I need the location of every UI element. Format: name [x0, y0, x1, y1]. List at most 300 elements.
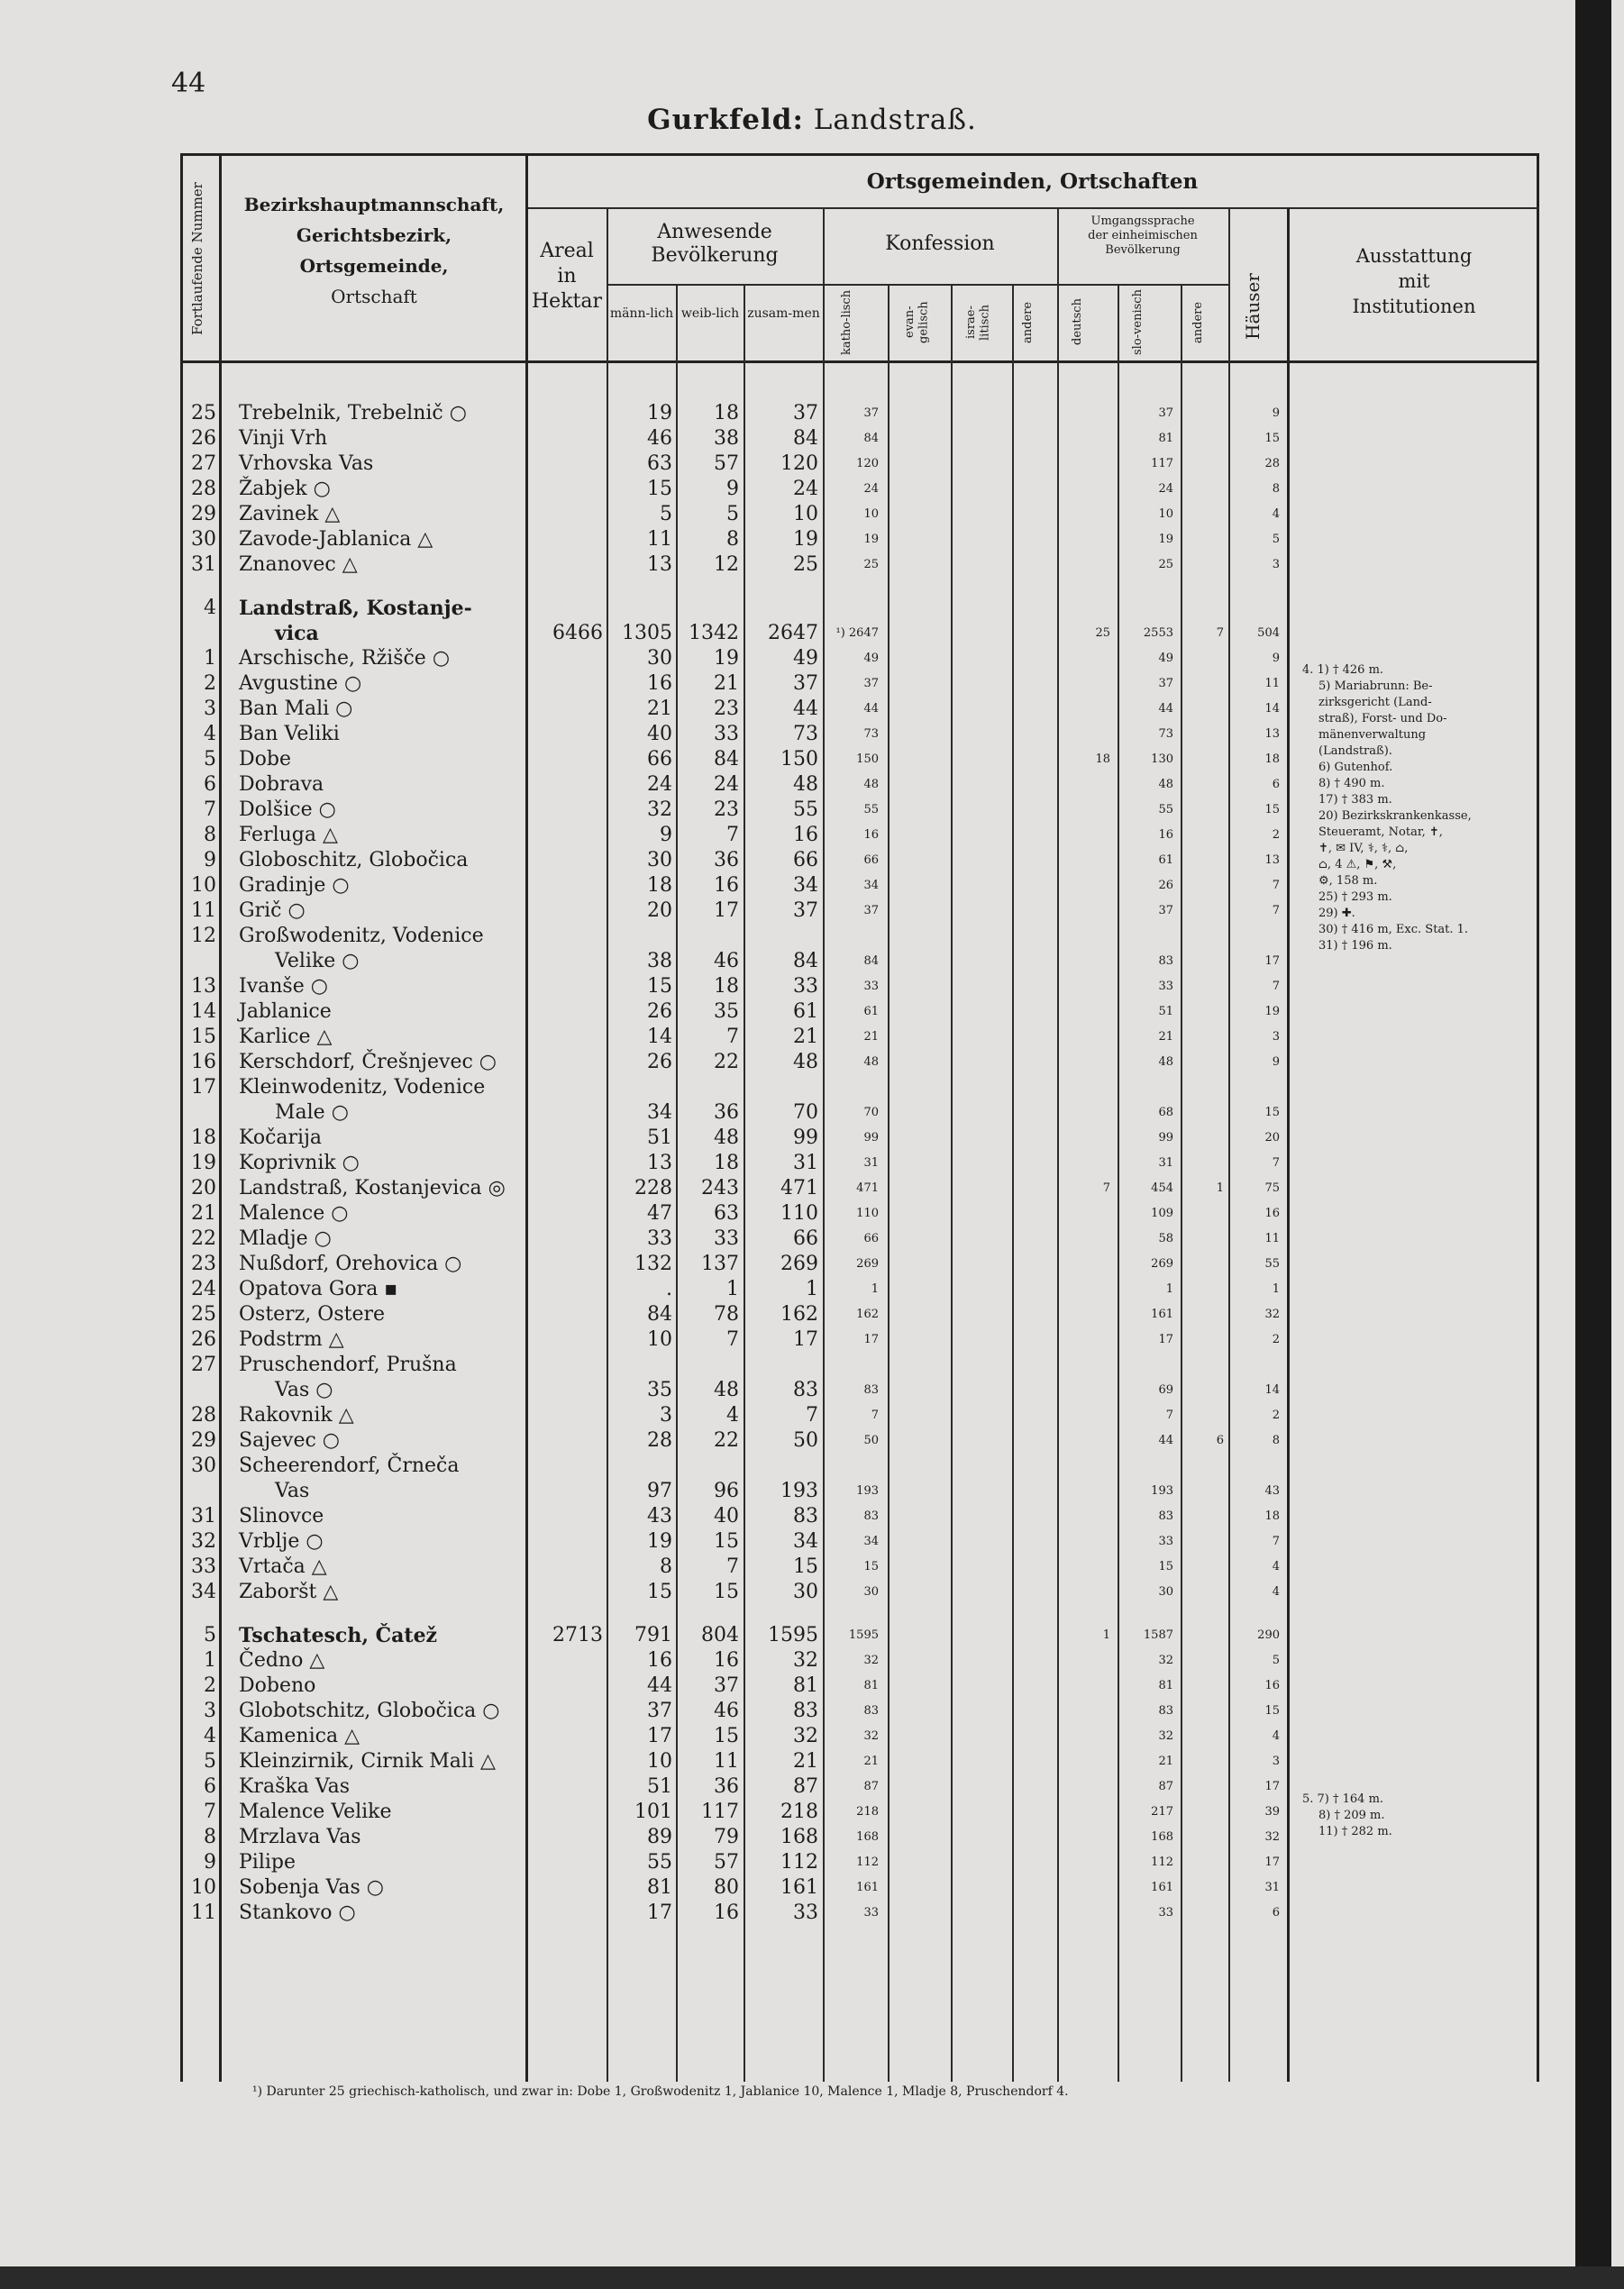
cell-m: 55 [647, 1851, 672, 1874]
table-row [0, 1327, 1624, 1353]
cell-h: 17 [1264, 1780, 1280, 1793]
cell-sl: 33 [1158, 980, 1173, 993]
cell-h: 9 [1272, 1055, 1280, 1069]
cell-nr: 32 [191, 1530, 216, 1553]
cell-nr: 28 [191, 1404, 216, 1427]
cell-w: 18 [714, 1152, 739, 1174]
cell-k: 162 [856, 1308, 879, 1321]
cell-z: 55 [793, 798, 818, 821]
place-name: Dobrava [239, 773, 324, 796]
table-row [0, 1403, 1624, 1428]
cell-k: 19 [863, 533, 879, 546]
table-row [0, 1724, 1624, 1749]
cell-w: 7 [726, 1328, 739, 1351]
cell-h: 3 [1272, 558, 1280, 571]
cell-sl: 83 [1158, 1704, 1173, 1718]
header-konf: Konfession [885, 233, 995, 255]
cell-z: 66 [793, 1227, 818, 1250]
cell-w: 63 [714, 1202, 739, 1225]
note-line: 30) † 416 m, Exc. Stat. 1. [1318, 923, 1469, 936]
cell-sl: 81 [1158, 432, 1173, 445]
cell-sl: 15 [1158, 1560, 1173, 1573]
cell-nr: 13 [191, 975, 216, 998]
place-name: Zaboršt △ [239, 1581, 339, 1603]
cell-z: 66 [793, 849, 818, 871]
note-line: 8) † 209 m. [1318, 1809, 1385, 1822]
cell-nr: 8 [204, 1826, 216, 1848]
cell-z: 269 [780, 1253, 818, 1275]
note-line: 17) † 383 m. [1318, 793, 1392, 807]
table-row [0, 1050, 1624, 1075]
cell-h: 9 [1272, 652, 1280, 665]
cell-k: 7 [871, 1409, 879, 1422]
place-name: Rakovnik △ [239, 1404, 354, 1427]
cell-k: 61 [863, 1005, 879, 1018]
cell-h: 32 [1264, 1830, 1280, 1844]
cell-m: 81 [647, 1876, 672, 1899]
cell-k: 24 [863, 482, 879, 496]
cell-k: 55 [863, 803, 879, 816]
cell-w: 48 [714, 1126, 739, 1149]
cell-w: 11 [714, 1750, 739, 1773]
cell-nr: 29 [191, 503, 216, 525]
cell-z: 81 [793, 1674, 818, 1697]
table-row [0, 1648, 1624, 1673]
cell-m: 30 [647, 849, 672, 871]
table-row [0, 621, 1624, 646]
cell-nr: 34 [191, 1581, 216, 1603]
cell-z: 83 [793, 1379, 818, 1401]
table-row [0, 1227, 1624, 1252]
note-line: 29) ✚. [1318, 907, 1355, 920]
place-name: Globotschitz, Globočica ○ [239, 1700, 500, 1722]
header-rule-bottom [180, 360, 1539, 363]
table-row [0, 1353, 1624, 1378]
cell-k: ¹) 2647 [835, 626, 879, 640]
footnote: ¹) Darunter 25 griechisch-katholisch, und zwar in: Dobe 1, Großwodenitz 1, Jablanice 10, Malence 1, Mladje 8, Pruschendorf 4. [252, 2084, 1069, 2099]
cell-z: 150 [780, 748, 818, 771]
cell-m: 16 [647, 672, 672, 695]
header-name-2: Gerichtsbezirk, [296, 224, 452, 246]
place-name: Landstraß, Kostanjevica ◎ [239, 1177, 506, 1199]
table-row [0, 401, 1624, 426]
place-name: Sajevec ○ [239, 1429, 340, 1452]
header-ausst [1289, 243, 1539, 319]
cell-h: 75 [1264, 1181, 1280, 1195]
cell-k: 110 [856, 1207, 879, 1220]
cell-h: 11 [1264, 677, 1280, 690]
cell-z: 471 [780, 1177, 818, 1199]
cell-w: 15 [714, 1581, 739, 1603]
cell-w: 33 [714, 1227, 739, 1250]
table-row [0, 1201, 1624, 1227]
cell-sl: 31 [1158, 1156, 1173, 1170]
table-row [0, 1428, 1624, 1454]
place-name: Sobenja Vas ○ [239, 1876, 384, 1899]
place-name: vica [275, 622, 319, 645]
cell-d: 18 [1095, 752, 1110, 766]
cell-k: 66 [863, 1232, 879, 1245]
cell-h: 4 [1272, 1560, 1280, 1573]
header-areal [529, 239, 605, 315]
cell-h: 4 [1272, 507, 1280, 521]
cell-m: 16 [647, 1649, 672, 1672]
note-line: ⌂, 4 ⚠, ⚑, ⚒, [1318, 858, 1397, 871]
cell-sl: 21 [1158, 1030, 1173, 1044]
cell-m: 32 [647, 798, 672, 821]
header-areal-2: in [557, 265, 577, 287]
cell-z: 99 [793, 1126, 818, 1149]
cell-w: 78 [714, 1303, 739, 1326]
cell-m: 66 [647, 748, 672, 771]
cell-m: 8 [660, 1555, 672, 1578]
cell-m: 9 [660, 824, 672, 846]
cell-m: 101 [634, 1801, 672, 1823]
cell-m: 44 [647, 1674, 672, 1697]
place-name: Čedno △ [239, 1649, 325, 1672]
header-ausst-1: Ausstattung [1355, 245, 1473, 267]
note-line: zirksgericht (Land- [1318, 696, 1432, 709]
place-name: Koprivnik ○ [239, 1152, 360, 1174]
cell-z: 31 [793, 1152, 818, 1174]
place-name: Arschische, Ržišče ○ [239, 647, 451, 670]
cell-h: 14 [1264, 702, 1280, 716]
cell-k: 32 [863, 1654, 879, 1667]
cell-m: 17 [647, 1725, 672, 1747]
header-konf-evang: evan-gelisch [903, 301, 931, 343]
cell-m: 19 [647, 402, 672, 424]
place-name: Scheerendorf, Črneča [239, 1455, 460, 1477]
cell-sl: 109 [1151, 1207, 1173, 1220]
cell-w: 8 [726, 528, 739, 551]
cell-k: 32 [863, 1729, 879, 1743]
cell-nr: 9 [204, 849, 216, 871]
header-ausst-3: Institutionen [1352, 296, 1476, 317]
cell-z: 161 [780, 1876, 818, 1899]
header-nr: Fortlaufende Nummer [189, 182, 205, 336]
cell-h: 6 [1272, 778, 1280, 791]
table-row [0, 1126, 1624, 1151]
cell-nr: 27 [191, 1354, 216, 1376]
cell-k: 25 [863, 558, 879, 571]
cell-k: 81 [863, 1679, 879, 1692]
page-number: 44 [171, 68, 206, 99]
cell-z: 162 [780, 1303, 818, 1326]
place-name: Opatova Gora ▪ [239, 1278, 398, 1300]
cell-h: 7 [1272, 1156, 1280, 1170]
cell-m: 51 [647, 1126, 672, 1149]
note-line: Steueramt, Notar, ✝, [1318, 825, 1443, 839]
table-row [0, 1075, 1624, 1100]
cell-k: 112 [856, 1856, 879, 1869]
cell-h: 13 [1264, 727, 1280, 741]
table-row [0, 1479, 1624, 1504]
place-name: Grič ○ [239, 899, 306, 922]
cell-h: 14 [1264, 1383, 1280, 1397]
note-line: 8) † 490 m. [1318, 777, 1385, 790]
cell-nr: 12 [191, 925, 216, 947]
cell-nr: 7 [204, 798, 216, 821]
cell-h: 17 [1264, 954, 1280, 968]
cell-w: 84 [714, 748, 739, 771]
cell-d: 7 [1102, 1181, 1110, 1195]
cell-h: 28 [1264, 457, 1280, 470]
cell-m: 15 [647, 975, 672, 998]
cell-k: 1 [871, 1282, 879, 1296]
cell-m: 47 [647, 1202, 672, 1225]
cell-k: 161 [856, 1881, 879, 1894]
cell-z: 83 [793, 1505, 818, 1528]
cell-nr: 2 [204, 1674, 216, 1697]
title-subdistrict: Landstraß. [803, 104, 977, 136]
table-row [0, 1176, 1624, 1201]
cell-nr: 5 [204, 1750, 216, 1773]
cell-z: 168 [780, 1826, 818, 1848]
cell-w: 117 [701, 1801, 739, 1823]
table-row [0, 1302, 1624, 1327]
cell-so: 7 [1216, 626, 1224, 640]
header-rule-sub [607, 284, 1228, 286]
place-name: Avgustine ○ [239, 672, 362, 695]
cell-m: 30 [647, 647, 672, 670]
cell-m: 26 [647, 1051, 672, 1073]
place-name: Male ○ [275, 1101, 349, 1124]
cell-k: 34 [863, 879, 879, 892]
cell-w: 1 [726, 1278, 739, 1300]
cell-sl: 217 [1151, 1805, 1173, 1819]
place-name: Pruschendorf, Prušna [239, 1354, 457, 1376]
cell-h: 13 [1264, 853, 1280, 867]
place-name: Trebelnik, Trebelnič ○ [239, 402, 467, 424]
cell-nr: 10 [191, 1876, 216, 1899]
cell-h: 3 [1272, 1030, 1280, 1044]
cell-sl: 112 [1151, 1856, 1173, 1869]
cell-z: 17 [793, 1328, 818, 1351]
cell-h: 18 [1264, 1509, 1280, 1523]
cell-h: 31 [1264, 1881, 1280, 1894]
cell-m: 18 [647, 874, 672, 897]
cell-m: 24 [647, 773, 672, 796]
cell-z: 33 [793, 1901, 818, 1924]
cell-m: 11 [647, 528, 672, 551]
cell-k: 48 [863, 1055, 879, 1069]
cell-m: 21 [647, 698, 672, 720]
table-row [0, 1100, 1624, 1126]
table-row [0, 1580, 1624, 1605]
cell-nr: 21 [191, 1202, 216, 1225]
cell-k: 49 [863, 652, 879, 665]
cell-nr: 27 [191, 452, 216, 475]
cell-w: 18 [714, 975, 739, 998]
cell-a: 6466 [552, 622, 603, 644]
header-sprache [1057, 214, 1228, 258]
cell-nr: 6 [204, 773, 216, 796]
table-row [0, 1252, 1624, 1277]
cell-sl: 2553 [1143, 626, 1173, 640]
cell-h: 19 [1264, 1005, 1280, 1018]
cell-h: 16 [1264, 1679, 1280, 1692]
cell-sl: 130 [1151, 752, 1173, 766]
header-bev-m: männ-lich [609, 306, 674, 321]
cell-nr: 25 [191, 402, 216, 424]
cell-sl: 168 [1151, 1830, 1173, 1844]
cell-z: 70 [793, 1101, 818, 1124]
place-name: Ivanše ○ [239, 975, 328, 998]
cell-k: 30 [863, 1585, 879, 1599]
place-name: Ban Mali ○ [239, 698, 353, 720]
cell-h: 55 [1264, 1257, 1280, 1271]
cell-h: 8 [1272, 1434, 1280, 1447]
cell-z: 1595 [768, 1624, 818, 1646]
note-line: 5. 7) † 164 m. [1302, 1792, 1384, 1806]
cell-m: 791 [634, 1624, 672, 1646]
cell-sl: 83 [1158, 1509, 1173, 1523]
cell-z: 48 [793, 773, 818, 796]
cell-m: 38 [647, 950, 672, 972]
table-row [0, 1151, 1624, 1176]
place-name: Kleinzirnik, Cirnik Mali △ [239, 1750, 496, 1773]
cell-k: 1595 [848, 1628, 879, 1642]
cell-nr: 17 [191, 1076, 216, 1099]
header-sprache-3: Bevölkerung [1105, 243, 1181, 257]
cell-sl: 161 [1151, 1308, 1173, 1321]
place-name: Gradinje ○ [239, 874, 350, 897]
cell-w: 7 [726, 1555, 739, 1578]
place-name: Großwodenitz, Vodenice [239, 925, 484, 947]
cell-k: 37 [863, 677, 879, 690]
cell-nr: 16 [191, 1051, 216, 1073]
cell-sl: 33 [1158, 1906, 1173, 1920]
cell-k: 37 [863, 904, 879, 917]
cell-m: 228 [634, 1177, 672, 1199]
header-konf-kath: katho-lisch [840, 289, 853, 355]
table-row [0, 596, 1624, 621]
note-line: ⚙, 158 m. [1318, 874, 1378, 888]
cell-h: 2 [1272, 1409, 1280, 1422]
cell-nr: 14 [191, 1000, 216, 1023]
place-name: Ferluga △ [239, 824, 338, 846]
cell-k: 50 [863, 1434, 879, 1447]
header-haeuser: Häuser [1242, 273, 1264, 340]
header-bev [607, 221, 823, 268]
cell-w: 79 [714, 1826, 739, 1848]
cell-nr: 1 [204, 647, 216, 670]
cell-a: 2713 [552, 1624, 603, 1646]
place-name: Malence Velike [239, 1801, 392, 1823]
place-name: Kleinwodenitz, Vodenice [239, 1076, 486, 1099]
table-row [0, 1529, 1624, 1555]
cell-z: 21 [793, 1750, 818, 1773]
cell-m: 10 [647, 1328, 672, 1351]
cell-w: 21 [714, 672, 739, 695]
place-name: Landstraß, Kostanje- [239, 597, 472, 620]
cell-z: 19 [793, 528, 818, 551]
cell-h: 7 [1272, 879, 1280, 892]
cell-z: 7 [806, 1404, 818, 1427]
cell-w: 23 [714, 798, 739, 821]
page-title [0, 104, 1624, 136]
cell-z: 37 [793, 672, 818, 695]
cell-nr: 19 [191, 1152, 216, 1174]
cell-sl: 25 [1158, 558, 1173, 571]
place-name: Žabjek ○ [239, 478, 331, 500]
header-areal-3: Hektar [531, 290, 602, 313]
cell-sl: 1 [1165, 1282, 1173, 1296]
cell-w: 38 [714, 427, 739, 450]
cell-m: 46 [647, 427, 672, 450]
cell-nr: 18 [191, 1126, 216, 1149]
cell-w: 12 [714, 553, 739, 576]
cell-w: 24 [714, 773, 739, 796]
cell-nr: 26 [191, 427, 216, 450]
cell-w: 57 [714, 1851, 739, 1874]
cell-w: 35 [714, 1000, 739, 1023]
cell-sl: 26 [1158, 879, 1173, 892]
table-row [0, 1901, 1624, 1926]
cell-z: 16 [793, 824, 818, 846]
note-line: 4. 1) † 426 m. [1302, 663, 1384, 677]
cell-sl: 44 [1158, 702, 1173, 716]
cell-sl: 7 [1165, 1409, 1173, 1422]
cell-sl: 37 [1158, 406, 1173, 420]
cell-z: 37 [793, 402, 818, 424]
cell-z: 30 [793, 1581, 818, 1603]
cell-h: 18 [1264, 752, 1280, 766]
header-name-4: Ortschaft [331, 286, 417, 307]
cell-so: 1 [1216, 1181, 1224, 1195]
cell-m: . [666, 1278, 672, 1300]
cell-z: 83 [793, 1700, 818, 1722]
cell-sl: 51 [1158, 1005, 1173, 1018]
cell-h: 5 [1272, 1654, 1280, 1667]
cell-m: 84 [647, 1303, 672, 1326]
cell-sl: 48 [1158, 1055, 1173, 1069]
cell-sl: 33 [1158, 1535, 1173, 1548]
cell-m: 97 [647, 1480, 672, 1502]
cell-nr: 31 [191, 553, 216, 576]
cell-z: 34 [793, 874, 818, 897]
header-bev-1: Anwesende [657, 221, 772, 243]
cell-sl: 48 [1158, 778, 1173, 791]
cell-m: 43 [647, 1505, 672, 1528]
cell-z: 193 [780, 1480, 818, 1502]
cell-w: 16 [714, 1649, 739, 1672]
cell-h: 15 [1264, 432, 1280, 445]
cell-h: 32 [1264, 1308, 1280, 1321]
cell-m: 19 [647, 1530, 672, 1553]
cell-w: 243 [701, 1177, 739, 1199]
cell-nr: 11 [191, 1901, 216, 1924]
place-name: Vrblje ○ [239, 1530, 324, 1553]
cell-nr: 22 [191, 1227, 216, 1250]
table-row [0, 1277, 1624, 1302]
cell-k: 87 [863, 1780, 879, 1793]
cell-m: 17 [647, 1901, 672, 1924]
cell-nr: 30 [191, 1455, 216, 1477]
place-name: Ban Veliki [239, 723, 340, 745]
table-row [0, 1504, 1624, 1529]
cell-z: 1 [806, 1278, 818, 1300]
cell-sl: 32 [1158, 1729, 1173, 1743]
place-name: Dobe [239, 748, 291, 771]
place-name: Vas ○ [275, 1379, 333, 1401]
cell-h: 15 [1264, 1106, 1280, 1119]
cell-h: 290 [1257, 1628, 1280, 1642]
cell-z: 110 [780, 1202, 818, 1225]
cell-z: 33 [793, 975, 818, 998]
header-bev-z: zusam-men [747, 306, 820, 321]
place-name: Zavinek △ [239, 503, 341, 525]
